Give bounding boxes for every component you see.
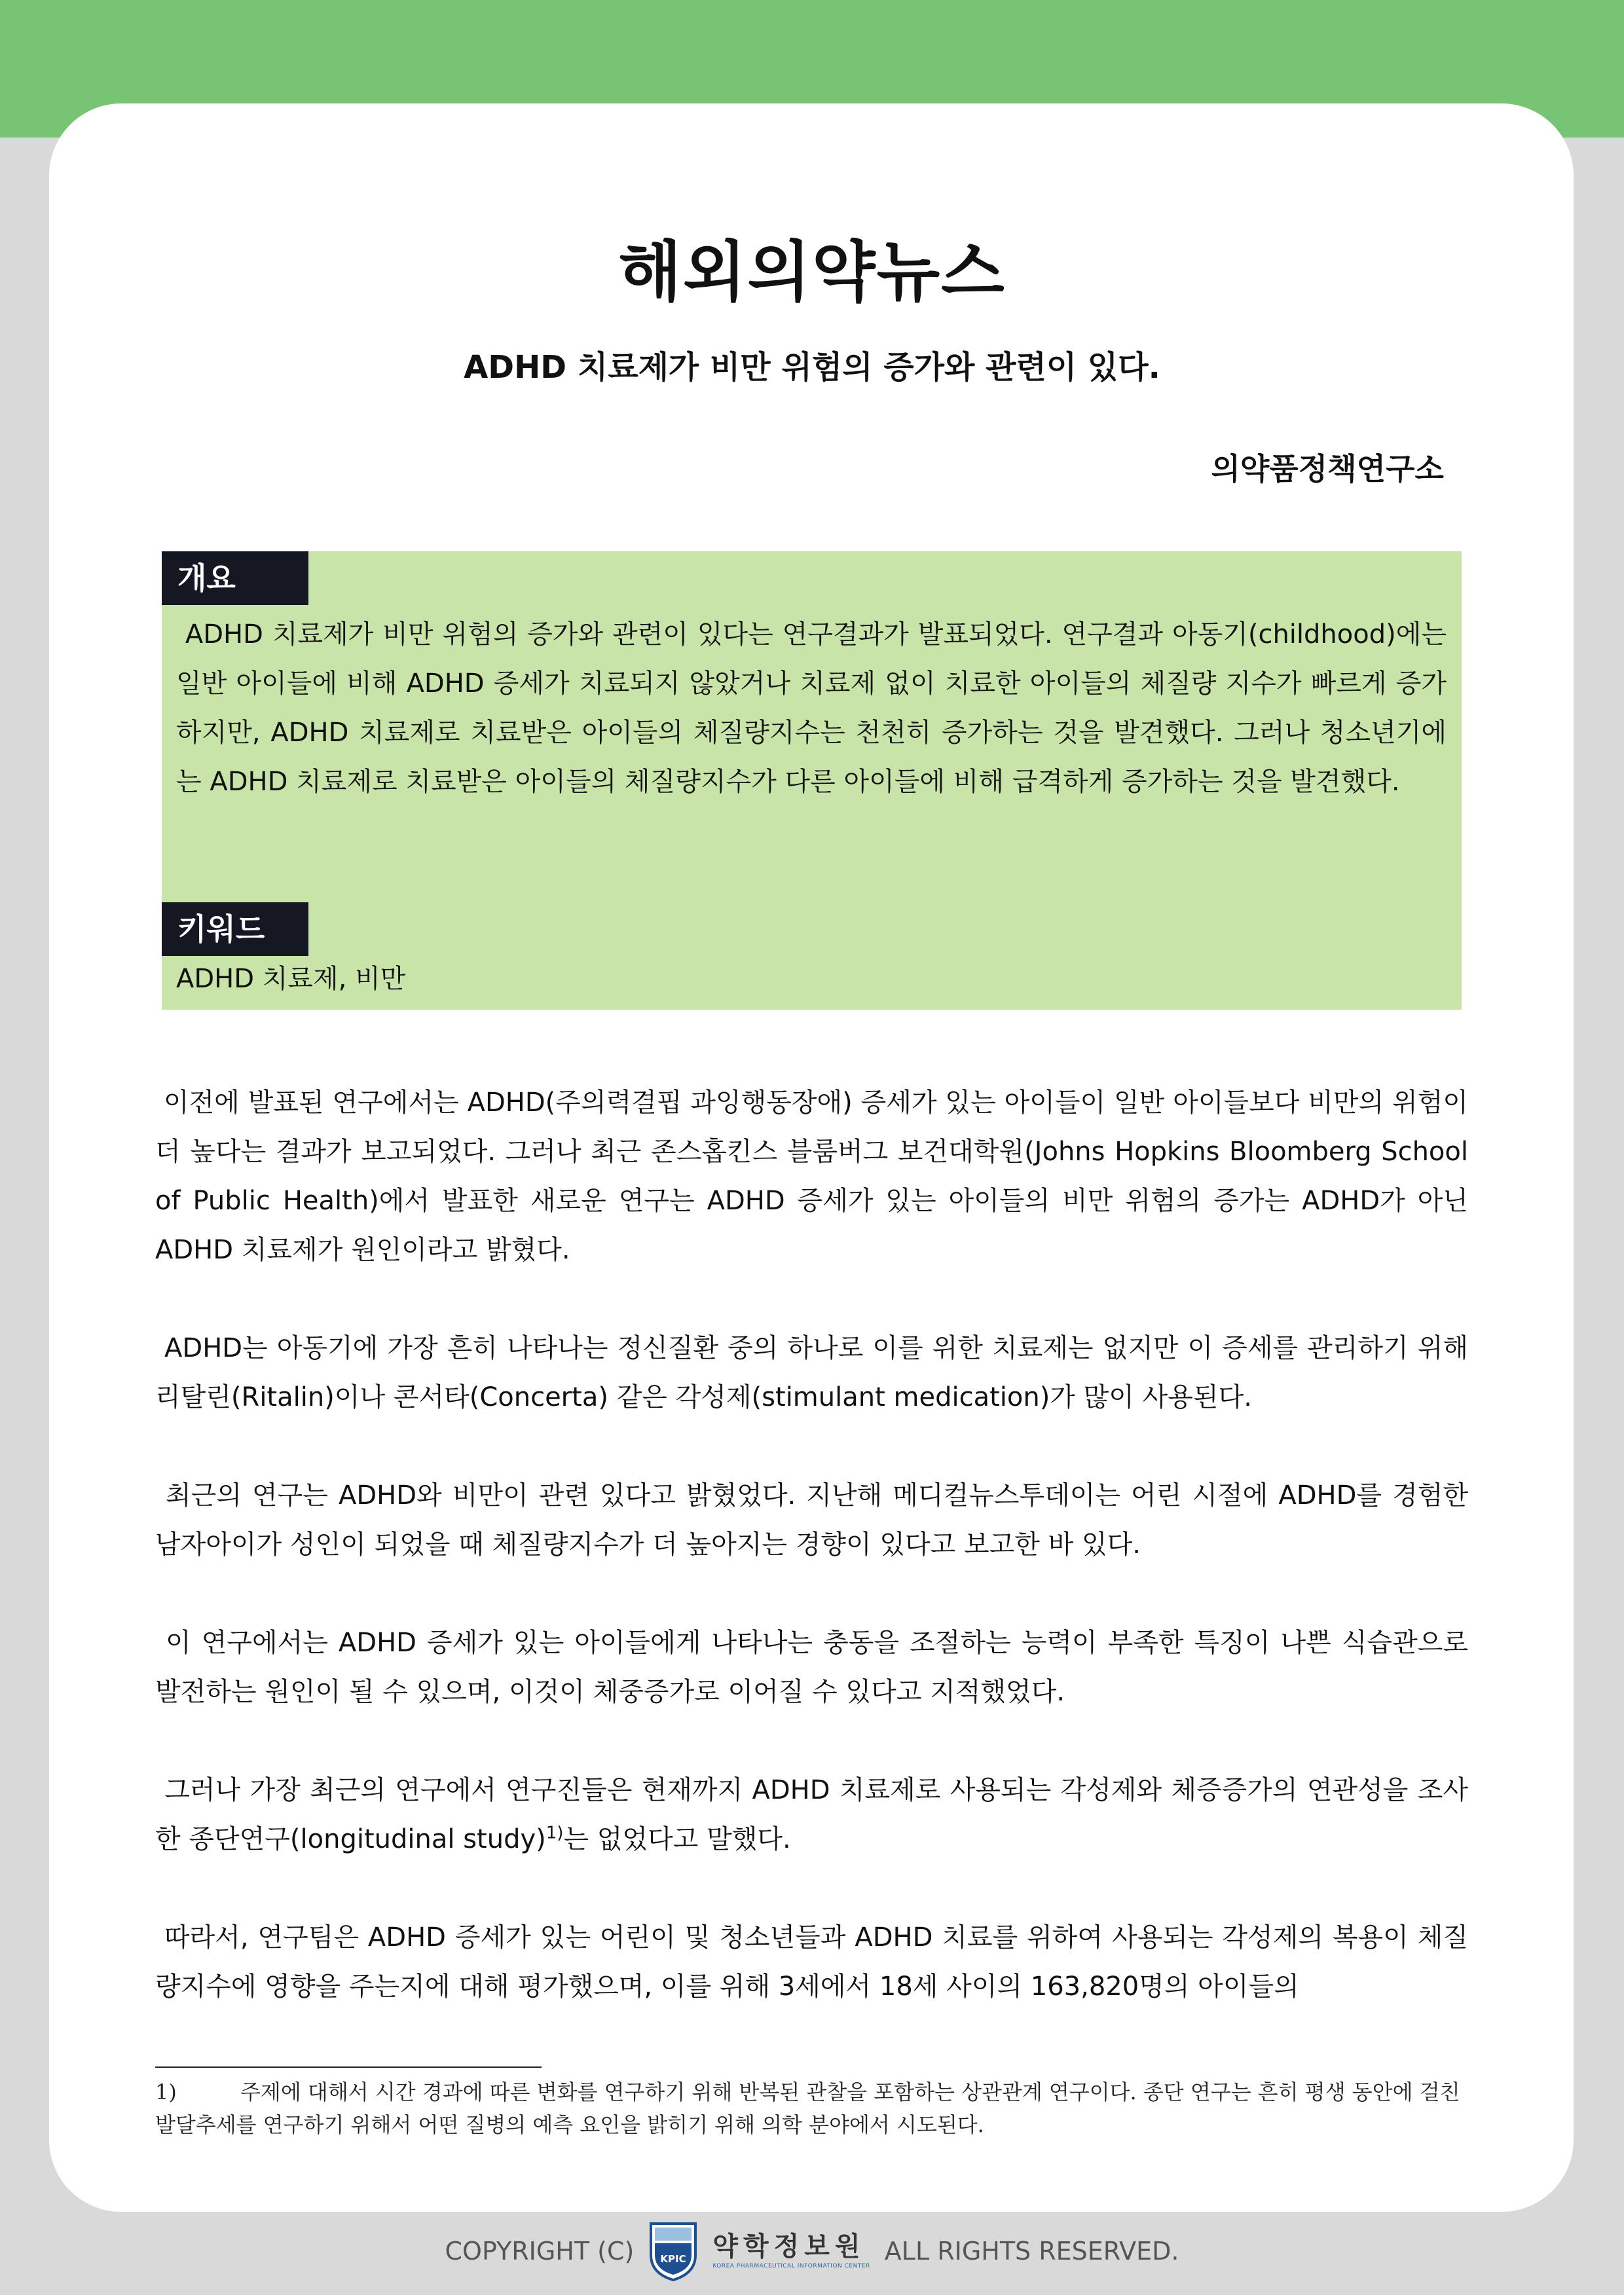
author-name: 의약품정책연구소: [1211, 451, 1444, 487]
keyword-label: 키워드: [162, 902, 308, 956]
overview-text: [176, 610, 1447, 807]
summary-box: [162, 551, 1462, 1010]
footnote-reference[interactable]: 1): [545, 1823, 564, 1843]
paragraph-text: 따라서, 연구팀은 ADHD 증세가 있는 어린이 및 청소년들과 ADHD 치료를 위하여 사용되는 각성제의 복용이 체질량지수에 영향을 주는지에 대해 평가했으며, 이를 위해 3세에서 18세 사이의 163,820명의 아이들의: [155, 1922, 1468, 2002]
paragraph-text: ADHD는 아동기에 가장 흔히 나타나는 정신질환 중의 하나로 이를 위한 치료제는 없지만 이 증세를 관리하기 위해 리탈린(Ritalin)이나 콘서타(Concerta) 같은 각성제(stimulant medication)가 많이 사용된다.: [155, 1333, 1468, 1412]
paragraph-text: 이 연구에서는 ADHD 증세가 있는 아이들에게 나타나는 충동을 조절하는 능력이 부족한 특징이 나쁜 식습관으로 발전하는 원인이 될 수 있으며, 이것이 체중증가로 이어질 수 있다고 지적했었다.: [155, 1628, 1468, 1707]
brand-name: 약학정보원: [712, 2231, 866, 2262]
kpic-logo-icon: [648, 2221, 698, 2281]
footnote: [155, 2076, 1468, 2141]
body-paragraph-2: [155, 1324, 1468, 1422]
footnote-number: 1): [155, 2080, 177, 2104]
overview-text-content: ADHD 치료제가 비만 위험의 증가와 관련이 있다는 연구결과가 발표되었다. 연구결과 아동기(childhood)에는 일반 아이들에 비해 ADHD 증세가 치료되지 않았거나 치료제 없이 치료한 아이들의 체질량 지수가 빠르게 증가하지만, ADHD 치료제로 치료받은 아이들의 체질량지수는 천천히 증가하는 것을 발견했다. 그러나 청소년기에는 ADHD 치료제로 치료받은 아이들의 체질량지수가 다른 아이들에 비해 급격하게 증가하는 것을 발견했다.: [176, 619, 1447, 797]
body-paragraph-6: [155, 1913, 1468, 2011]
paragraph-text: 는 없었다고 말했다.: [563, 1824, 791, 1854]
paragraph-text: 최근의 연구는 ADHD와 비만이 관련 있다고 밝혔었다. 지난해 메디컬뉴스투데이는 어린 시절에 ADHD를 경험한 남자아이가 성인이 되었을 때 체질량지수가 더 높아지는 경향이 있다고 보고한 바 있다.: [155, 1480, 1468, 1560]
paragraph-text: 그러나 가장 최근의 연구에서 연구진들은 현재까지 ADHD 치료제로 사용되는 각성제와 체증증가의 연관성을 조사한 종단연구(longitudinal study): [155, 1775, 1468, 1854]
overview-label: 개요: [162, 551, 308, 605]
footer: [0, 2218, 1624, 2284]
footnote-divider: [155, 2066, 542, 2068]
brand-block: [712, 2233, 870, 2269]
brand-subtitle: KOREA PHARMACEUTICAL INFORMATION CENTER: [712, 2262, 870, 2269]
body-paragraph-4: [155, 1619, 1468, 1717]
article-subtitle: ADHD 치료제가 비만 위험의 증가와 관련이 있다.: [464, 349, 1160, 386]
copyright-right: ALL RIGHTS RESERVED.: [884, 2237, 1179, 2266]
logo-text: KPIC: [660, 2253, 686, 2265]
paragraph-text: 이전에 발표된 연구에서는 ADHD(주의력결핍 과잉행동장애) 증세가 있는 아이들이 일반 아이들보다 비만의 위험이 더 높다는 결과가 보고되었다. 그러나 최근 존스홉킨스 블룸버그 보건대학원(Johns Hopkins Bloomberg School of Public Health)에서 발표한 새로운 연구는 ADHD 증세가 있는 아이들의 비만 위험의 증가는 ADHD가 아닌 ADHD 치료제가 원인이라고 밝혔다.: [155, 1088, 1468, 1265]
page-title: 해외의약뉴스: [618, 234, 1006, 310]
footnote-text: 주제에 대해서 시간 경과에 따른 변화를 연구하기 위해 반복된 관찰을 포함하는 상관관계 연구이다. 종단 연구는 흔히 평생 동안에 걸친 발달추세를 연구하기 위해서 어떤 질병의 예측 요인을 밝히기 위해 의학 분야에서 시도된다.: [155, 2080, 1460, 2137]
keyword-text: ADHD 치료제, 비만: [176, 964, 406, 994]
body-paragraph-5: [155, 1766, 1468, 1864]
body-paragraph-1: [155, 1078, 1468, 1275]
copyright-left: COPYRIGHT (C): [445, 2237, 635, 2266]
body-paragraph-3: [155, 1471, 1468, 1570]
